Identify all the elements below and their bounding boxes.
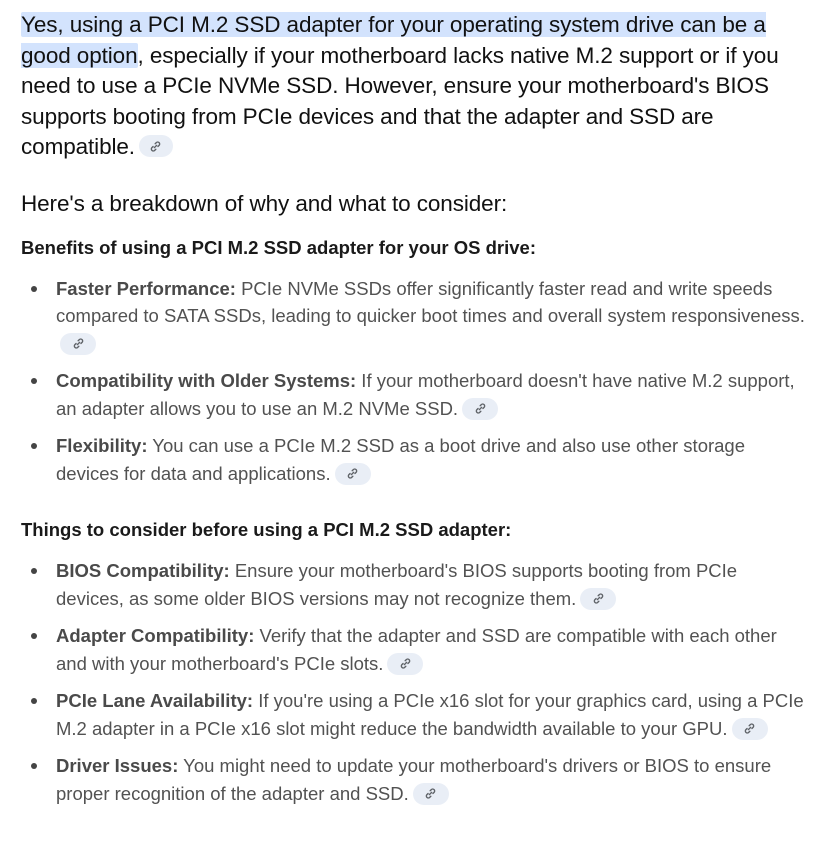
item-term: PCIe Lane Availability:	[56, 690, 254, 711]
link-icon	[346, 467, 359, 480]
item-term: Faster Performance:	[56, 277, 236, 299]
item-term: Compatibility with Older Systems:	[56, 370, 357, 391]
item-term: Flexibility:	[56, 435, 148, 456]
link-icon	[149, 140, 162, 153]
list-item	[21, 752, 811, 807]
ai-answer	[21, 10, 811, 817]
item-text: If your motherboard doesn't have native M.2 support, an adapter allows you to use an M.2 NVMe SSD.	[56, 370, 795, 419]
list-item	[21, 622, 811, 677]
item-term: Driver Issues:	[56, 755, 179, 776]
link-icon	[743, 722, 756, 735]
link-icon	[399, 657, 412, 670]
source-link-button[interactable]	[462, 398, 498, 420]
item-text: You can use a PCIe M.2 SSD as a boot drive and also use other storage devices for data and applications.	[56, 435, 746, 484]
sections	[21, 235, 811, 808]
section-heading-considerations: Things to consider before using a PCI M.2 SSD adapter:	[21, 519, 512, 540]
intro-text: , especially if your motherboard lacks native M.2 support or if you need to use a PCIe NVMe SSD. However, ensure your motherboard's BIOS supports booting from PCIe devices and that the adapter and SSD are compatible.	[21, 42, 779, 159]
item-text: If you're using a PCIe x16 slot for your graphics card, using a PCIe M.2 adapter in a PCIe x16 slot might reduce the bandwidth available to your GPU.	[56, 690, 804, 739]
item-text: Verify that the adapter and SSD are compatible with each other and with your motherboard's PCIe slots.	[56, 625, 777, 674]
item-text: PCIe NVMe SSDs offer significantly faster read and write speeds compared to SATA SSDs, leading to quicker boot times and overall system responsiveness.	[56, 277, 805, 326]
considerations-list	[21, 557, 811, 807]
section-heading-benefits: Benefits of using a PCI M.2 SSD adapter for your OS drive:	[21, 236, 537, 258]
item-text: Ensure your motherboard's BIOS supports booting from PCIe devices, as some older BIOS versions may not recognize them.	[56, 560, 738, 609]
list-item	[21, 275, 811, 358]
intro-paragraph	[21, 10, 811, 163]
list-item	[21, 687, 811, 742]
list-item	[21, 367, 811, 422]
source-link-button[interactable]	[732, 718, 768, 740]
source-link-button[interactable]	[139, 135, 173, 157]
link-icon	[592, 592, 605, 605]
link-icon	[474, 402, 487, 415]
item-text: You might need to update your motherboard's drivers or BIOS to ensure proper recognition of the adapter and SSD.	[56, 755, 772, 804]
source-link-button[interactable]	[580, 588, 616, 610]
item-term: Adapter Compatibility:	[56, 625, 255, 646]
source-link-button[interactable]	[335, 463, 371, 485]
item-term: BIOS Compatibility:	[56, 560, 230, 581]
source-link-button[interactable]	[413, 783, 449, 805]
list-item	[21, 432, 811, 487]
benefits-list	[21, 275, 811, 488]
source-link-button[interactable]	[387, 653, 423, 675]
link-icon	[424, 787, 437, 800]
link-icon	[72, 337, 85, 350]
lead-text: Here's a breakdown of why and what to consider:	[21, 190, 508, 216]
list-item	[21, 557, 811, 612]
source-link-button[interactable]	[60, 333, 96, 355]
highlighted-text: Yes, using a PCI M.2 SSD adapter for your operating system drive can be a good option	[21, 12, 766, 68]
